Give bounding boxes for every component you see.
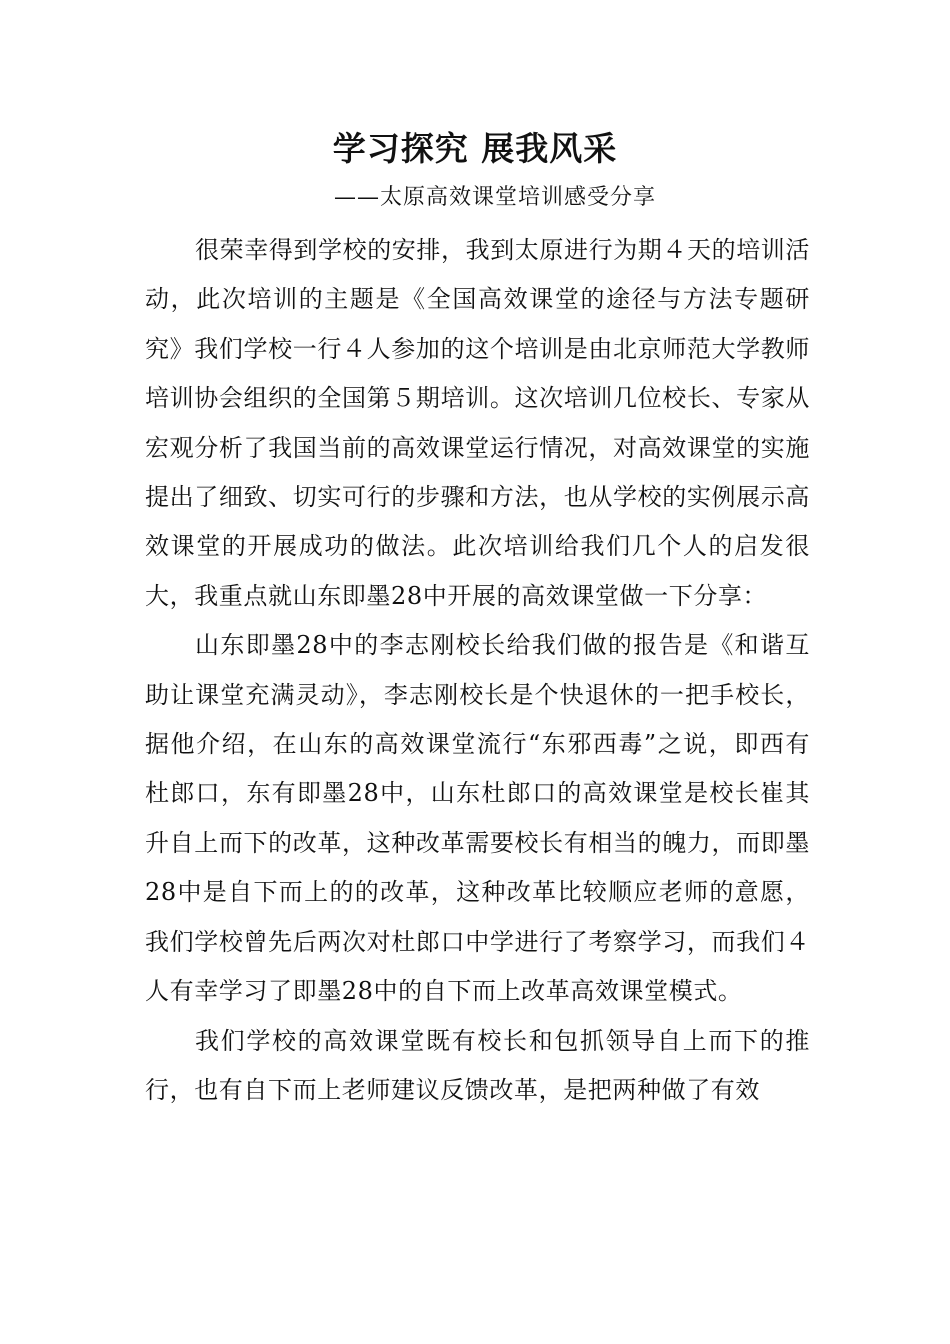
paragraph-1: 很荣幸得到学校的安排，我到太原进行为期４天的培训活动，此次培训的主题是《全国高效课堂的途径与方法专题研究》我们学校一行４人参加的这个培训是由北京师范大学教师培训协会组织的全国第５期培训。这次培训几位校长、专家从宏观分析了我国当前的高效课堂运行情况，对高效课堂的实施提出了细致、切实可行的步骤和方法，也从学校的实例展示高效课堂的开展成功的做法。此次培训给我们几个人的启发很大，我重点就山东即墨28中开展的高效课堂做一下分享：: [145, 236, 810, 610]
paragraph-3: 我们学校的高效课堂既有校长和包抓领导自上而下的推行，也有自下而上老师建议反馈改革，是把两种做了有效: [145, 1026, 810, 1104]
document-subtitle: ——太原高效课堂培训感受分享: [333, 185, 656, 210]
document-title: 学习探究 展我风采: [332, 129, 618, 168]
paragraph-2: 山东即墨28中的李志刚校长给我们做的报告是《和谐互助让课堂充满灵动》，李志刚校长是个快退休的一把手校长，据他介绍，在山东的高效课堂流行“东邪西毒”之说，即西有杜郎口，东有即墨28中，山东杜郎口的高效课堂是校长崔其升自上而下的改革，这种改革需要校长有相当的魄力，而即墨28中是自下而上的的改革，这种改革比较顺应老师的意愿，我们学校曾先后两次对杜郎口中学进行了考察学习，而我们４人有幸学习了即墨28中的自下而上改革高效课堂模式。: [145, 631, 810, 1006]
document-body: [145, 226, 810, 1115]
